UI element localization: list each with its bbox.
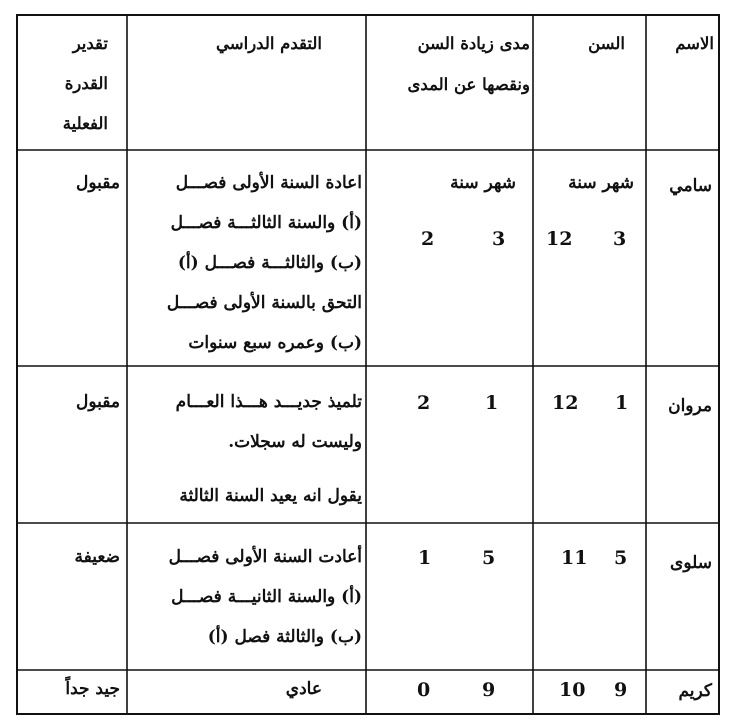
row1-progress-2: (أ) والسنة الثالثـــة فصـــل xyxy=(170,213,362,233)
row2-ability: مقبول xyxy=(76,392,120,412)
row3-name: سلوى xyxy=(670,553,712,573)
row2-name: مروان xyxy=(668,396,712,416)
row3-age-month: 11 xyxy=(561,547,588,569)
row1-progress-1: اعادة السنة الأولى فصـــل xyxy=(175,173,362,193)
row3-age-year: 5 xyxy=(614,547,628,569)
row4-name: كريم xyxy=(678,681,712,701)
header-ability-2: القدرة xyxy=(64,74,108,93)
header-age-range-1: مدى زيادة السن xyxy=(417,34,530,53)
row1-ability: مقبول xyxy=(76,173,120,193)
row1-progress-5: (ب) وعمره سبع سنوات xyxy=(188,333,362,353)
row1-diff-month: 2 xyxy=(421,228,435,250)
table-grid xyxy=(16,14,720,716)
row3-progress-3: (ب) والثالثة فصل (أ) xyxy=(207,627,362,647)
header-ability-1: تقدير xyxy=(72,34,108,53)
row4-progress-1: عادي xyxy=(285,679,322,699)
row2-progress-1: تلميذ جديـــد هـــذا العـــام xyxy=(175,392,362,412)
row1-progress-3: (ب) والثالثـــة فصـــل (أ) xyxy=(177,253,362,273)
row4-ability: جيد جداً xyxy=(65,679,120,699)
row4-age-year: 9 xyxy=(614,679,628,701)
row3-diff-month: 1 xyxy=(418,547,432,569)
row2-diff-year: 1 xyxy=(485,392,499,414)
row4-diff-month: 0 xyxy=(417,679,431,701)
header-ability-3: الفعلية xyxy=(62,114,108,133)
header-age: السن xyxy=(588,34,625,53)
row1-diff-year: 3 xyxy=(492,228,506,250)
row1-name: سامي xyxy=(669,176,712,196)
header-name: الاسم xyxy=(675,34,714,53)
row1-progress-4: التحق بالسنة الأولى فصـــل xyxy=(166,293,362,313)
row3-diff-year: 5 xyxy=(482,547,496,569)
row1-age-subheader: شهر سنة xyxy=(568,173,634,193)
row3-progress-2: (أ) والسنة الثانيـــة فصـــل xyxy=(171,587,362,607)
student-table xyxy=(16,14,720,716)
row2-progress-2: وليست له سجلات. xyxy=(228,432,362,452)
row4-diff-year: 9 xyxy=(482,679,496,701)
row4-age-month: 10 xyxy=(559,679,586,701)
row3-progress-1: أعادت السنة الأولى فصـــل xyxy=(168,547,362,567)
row1-age-year: 3 xyxy=(613,228,627,250)
row2-age-year: 1 xyxy=(615,392,629,414)
row3-ability: ضعيفة xyxy=(74,547,120,567)
row2-progress-3: يقول انه يعيد السنة الثالثة xyxy=(179,486,362,506)
header-age-range-2: ونقصها عن المدى xyxy=(407,75,530,94)
header-progress: التقدم الدراسي xyxy=(216,34,322,53)
row1-range-subheader: شهر سنة xyxy=(450,173,516,193)
row1-age-month: 12 xyxy=(546,228,573,250)
row2-diff-month: 2 xyxy=(417,392,431,414)
row2-age-month: 12 xyxy=(552,392,579,414)
